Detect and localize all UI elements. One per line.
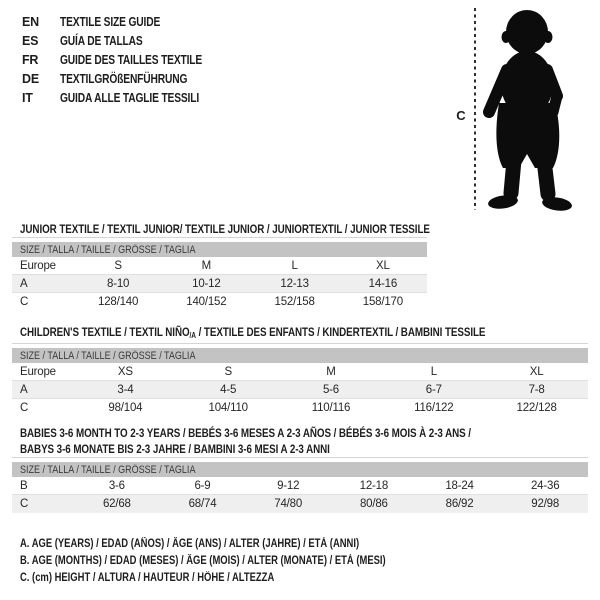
language-row (22, 31, 233, 50)
table-cell: 24-36 (530, 479, 560, 492)
table-row (12, 495, 588, 513)
language-title: TEXTILE SIZE GUIDE (60, 14, 161, 29)
legend-line (20, 553, 466, 570)
table-cell: 152/158 (274, 296, 315, 308)
height-measure-dotted-line (474, 8, 476, 210)
row-label: Europe (20, 259, 56, 272)
table-cell: S (224, 365, 232, 378)
table-cell: 62/68 (102, 498, 131, 510)
language-code: DE (22, 71, 39, 86)
legend-line (20, 536, 466, 553)
row-label: Europe (20, 365, 56, 378)
table-title-text: BABYS 3-6 MONATE BIS 2-3 JAHRE / BAMBINI 3-6 MESI A 2-3 ANNI (20, 442, 330, 456)
table-cell: 12-18 (359, 479, 389, 492)
table-cell: S (114, 259, 122, 272)
table-cell: 6-7 (425, 383, 442, 396)
language-row (22, 88, 233, 107)
language-title: GUÍA DE TALLAS (60, 33, 143, 48)
size-table (12, 457, 588, 513)
row-label: A (20, 277, 28, 290)
table-cell: 86/92 (445, 498, 474, 510)
size-header-bar (12, 462, 588, 477)
size-header-bar (12, 242, 427, 257)
table-title-text: JUNIOR TEXTILE / TEXTIL JUNIOR/ TEXTILE JUNIOR / JUNIORTEXTIL / JUNIOR TESSILE (20, 222, 430, 236)
measurement-legend (20, 536, 466, 587)
table-cell: M (326, 365, 336, 378)
table-row (12, 477, 588, 495)
language-title: GUIDA ALLE TAGLIE TESSILI (60, 90, 200, 105)
row-label: C (20, 498, 29, 510)
legend-text: C. (cm) HEIGHT / ALTURA / HAUTEUR / HÖHE / ALTEZZA (20, 572, 275, 584)
row-label: A (20, 383, 28, 396)
table-title-line (20, 324, 485, 344)
language-list (22, 12, 233, 107)
size-table (12, 343, 588, 417)
height-measure-label: C (456, 108, 466, 123)
table-cell: 110/116 (311, 402, 351, 414)
size-table (12, 237, 427, 311)
table-cell: XL (376, 259, 390, 272)
table-title (20, 324, 588, 344)
table-top-rule (12, 457, 588, 458)
table-row (12, 399, 588, 417)
table-title-line (20, 425, 471, 441)
table-cell: 80/86 (359, 498, 388, 510)
row-label: C (20, 296, 29, 308)
table-cell: XL (529, 365, 544, 378)
table-cell: 14-16 (368, 277, 398, 290)
table-cell: 10-12 (192, 277, 221, 290)
language-row (22, 50, 233, 69)
table-cell: 128/140 (98, 296, 139, 308)
row-label: B (20, 479, 28, 492)
table-cell: 7-8 (528, 383, 545, 396)
table-cell: 5-6 (322, 383, 339, 396)
table-cell: 122/128 (516, 402, 557, 414)
table-row (12, 257, 427, 275)
language-code: ES (22, 33, 39, 48)
table-cell: 18-24 (445, 479, 474, 492)
table-title-text: /A (189, 331, 196, 340)
language-code: EN (22, 14, 39, 29)
table-cell: L (430, 365, 437, 378)
table-title (20, 425, 570, 457)
language-title: GUIDE DES TAILLES TEXTILE (60, 52, 203, 67)
table-title-line (20, 221, 430, 237)
table-title-text: / TEXTILE DES ENFANTS / KINDERTEXTIL / BAMBINI TESSILE (195, 325, 486, 339)
legend-text: A. AGE (YEARS) / EDAD (AÑOS) / ÂGE (ANS) / ALTER (JAHRE) / ETÀ (ANNI) (20, 538, 360, 550)
table-row (12, 363, 588, 381)
table-cell: 3-4 (117, 383, 134, 396)
legend-text: B. AGE (MONTHS) / EDAD (MESES) / ÂGE (MOIS) / ALTER (MONATE) / ETÀ (MESI) (20, 555, 386, 567)
language-row (22, 12, 233, 31)
table-cell: 158/170 (362, 296, 403, 308)
table-cell: 9-12 (277, 479, 300, 492)
table-cell: L (291, 259, 298, 272)
table-cell: 140/152 (186, 296, 227, 308)
table-row (12, 381, 588, 399)
table-cell: 6-9 (194, 479, 211, 492)
baby-silhouette-icon (483, 8, 595, 214)
size-header-label: SIZE / TALLA / TAILLE / GRÖSSE / TAGLIA (20, 463, 196, 476)
table-cell: 98/104 (108, 402, 143, 414)
table-cell: 116/122 (414, 402, 454, 414)
table-cell: 4-5 (220, 383, 237, 396)
table-cell: M (201, 259, 212, 272)
language-code: IT (22, 90, 33, 105)
language-code: FR (22, 52, 39, 67)
table-title (20, 221, 520, 237)
table-cell: 8-10 (107, 277, 130, 290)
table-top-rule (12, 237, 427, 238)
size-header-label: SIZE / TALLA / TAILLE / GRÖSSE / TAGLIA (20, 349, 196, 362)
table-cell: 3-6 (108, 479, 125, 492)
table-row (12, 275, 427, 293)
table-title-text: BABIES 3-6 MONTH TO 2-3 YEARS / BEBÉS 3-6 MESES A 2-3 AÑOS / BÉBÉS 3-6 MOIS À 2-3 ANS / (20, 426, 471, 440)
table-title-line (20, 441, 471, 457)
table-row (12, 293, 427, 311)
language-title: TEXTILGRÖßENFÜHRUNG (60, 71, 188, 86)
table-cell: 104/110 (208, 402, 248, 414)
table-cell: 74/80 (274, 498, 303, 510)
row-label: C (20, 402, 29, 414)
table-cell: 68/74 (188, 498, 217, 510)
table-title-text: CHILDREN'S TEXTILE / TEXTIL NIÑO (20, 325, 190, 339)
size-header-label: SIZE / TALLA / TAILLE / GRÖSSE / TAGLIA (20, 243, 196, 256)
table-cell: XS (117, 365, 133, 378)
language-row (22, 69, 233, 88)
table-top-rule (12, 343, 588, 344)
legend-line (20, 570, 466, 587)
table-cell: 12-13 (280, 277, 309, 290)
size-header-bar (12, 348, 588, 363)
table-cell: 92/98 (531, 498, 560, 510)
